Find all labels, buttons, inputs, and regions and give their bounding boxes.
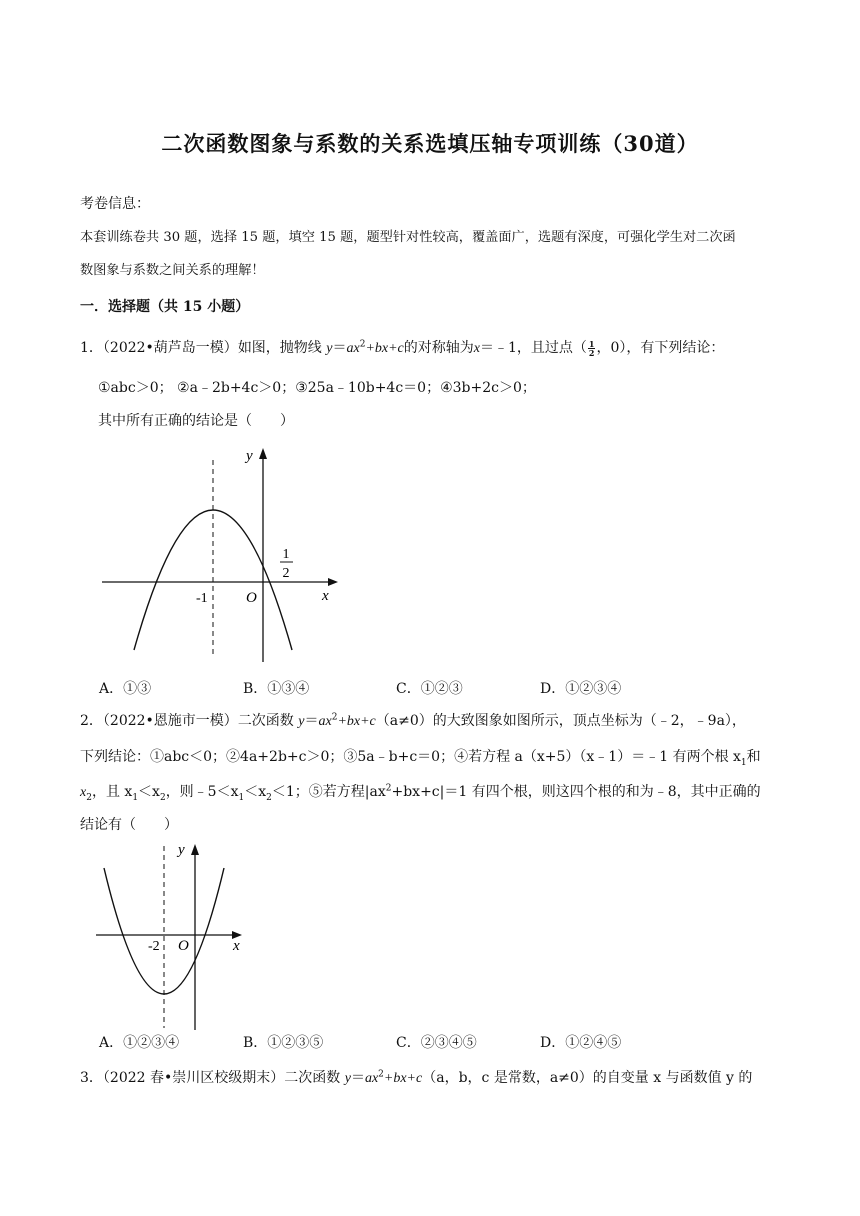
q2-option-b[interactable]: B．①②③⑤ bbox=[243, 1035, 324, 1051]
question-source: （2022 春•崇川区校级期末） bbox=[102, 1070, 285, 1086]
question-2-line-3: $x_2$，且 $x_1<x_2$，则$﹣5<x_1<x_2<1$；⑤若方程$|ax^2+bx+c|=1$ 有四个根，则这四个根的和为﹣8，其中正确的 bbox=[80, 783, 761, 803]
stem-text: ，且 x bbox=[91, 784, 133, 800]
half-num-label: 1 bbox=[282, 547, 290, 562]
y-axis-arrow bbox=[191, 844, 199, 855]
question-number: 3． bbox=[80, 1070, 103, 1086]
stem-text: （a，b，c 是常数，a≠0）的自变量 x 与函数值 y 的 bbox=[422, 1070, 753, 1086]
stem-text: （a≠0）的大致图象如图所示，顶点坐标为（﹣2，﹣9a）， bbox=[375, 713, 746, 729]
question-number: 2． bbox=[80, 713, 103, 729]
question-2-graph bbox=[92, 838, 252, 1034]
eq-sign: ＝ bbox=[304, 713, 319, 729]
q2-option-d[interactable]: D．①②④⑤ bbox=[540, 1035, 622, 1051]
eq-ax: ax bbox=[318, 714, 332, 729]
eq-y: y bbox=[344, 1071, 351, 1086]
q2-option-c[interactable]: C．②③④⑤ bbox=[396, 1035, 477, 1051]
section-heading: 一．选择题（共 15 小题） bbox=[80, 299, 250, 315]
neg-one-label: -1 bbox=[196, 591, 208, 606]
neg-two-label: -2 bbox=[148, 939, 160, 954]
frac-den: 2 bbox=[588, 347, 595, 358]
question-number: 1． bbox=[80, 340, 103, 356]
eq-sign: ＝ bbox=[350, 1070, 365, 1086]
question-source: （2022•葫芦岛一模） bbox=[102, 340, 238, 356]
stem-text: +bx+c|＝1 有四个根，则这四个根的和为﹣8，其中正确的 bbox=[391, 784, 761, 800]
stem-text: ＜x bbox=[244, 784, 267, 800]
info-line-1: 本套训练卷共 30 题，选择 15 题，填空 15 题，题型针对性较高，覆盖面广，选题有深度，可强化学生对二次函 bbox=[80, 230, 736, 245]
fraction-half bbox=[588, 340, 596, 357]
stem-var: x bbox=[473, 341, 480, 356]
q1-option-b[interactable]: B．①③④ bbox=[243, 681, 310, 697]
question-source: （2022•恩施市一模） bbox=[102, 713, 238, 729]
stem-text: ＜x bbox=[138, 784, 160, 800]
eq-ax: ax bbox=[364, 1071, 379, 1086]
eq-exponent: 2 bbox=[378, 1069, 384, 1080]
stem-text: 二次函数 bbox=[284, 1070, 341, 1086]
eq-y: y bbox=[326, 341, 333, 356]
x-label: x bbox=[233, 938, 240, 954]
eq-ax: ax bbox=[346, 341, 360, 356]
eq-sign: ＝ bbox=[332, 340, 347, 356]
question-1-graph bbox=[96, 440, 356, 668]
frac-num: 1 bbox=[588, 338, 595, 349]
question-2-line-1 bbox=[80, 711, 746, 732]
y-axis-arrow bbox=[259, 448, 267, 459]
question-2-line-4: 结论有（ ） bbox=[80, 817, 178, 833]
q1-option-a[interactable]: A．①③ bbox=[99, 681, 152, 697]
eq-exponent: 2 bbox=[331, 712, 338, 723]
eq-rest: +bx+c bbox=[337, 714, 376, 729]
q1-option-c[interactable]: C．①②③ bbox=[396, 681, 463, 697]
q1-option-d[interactable]: D．①②③④ bbox=[540, 681, 622, 697]
question-1-statements: ①abc＞0； ②a﹣2b+4c＞0；③25a﹣10b+4c＝0；④3b+2c＞0； bbox=[98, 380, 536, 396]
stem-text: ＜1；⑤若方程|ax bbox=[271, 784, 386, 800]
stem-text: ，0），有下列结论： bbox=[596, 340, 725, 356]
stem-text: 和 bbox=[746, 749, 761, 765]
info-line-2: 数图象与系数之间关系的理解！ bbox=[80, 263, 265, 278]
origin-label: O bbox=[178, 938, 189, 954]
stem-text: 的对称轴为 bbox=[403, 340, 474, 356]
y-label: y bbox=[178, 842, 185, 858]
half-den-label: 2 bbox=[282, 566, 290, 581]
q2-option-a[interactable]: A．①②③④ bbox=[99, 1035, 180, 1051]
stem-var: x bbox=[80, 785, 87, 800]
origin-label: O bbox=[246, 590, 257, 606]
stem-text: 如图，抛物线 bbox=[237, 340, 322, 356]
eq-y: y bbox=[298, 714, 305, 729]
question-2-line-2: 下列结论：①abc＜0；②4a+2b+c＞0；③5a﹣b+c＝0；④若方程 a（x+5）（x﹣1）＝﹣1 有两个根 $x_1$和 bbox=[80, 749, 761, 768]
eq-exponent: 2 bbox=[359, 339, 366, 350]
question-1-stem bbox=[80, 338, 724, 359]
y-label: y bbox=[246, 448, 253, 464]
stem-text: ，则﹣5＜x bbox=[165, 784, 239, 800]
question-3-stem bbox=[80, 1068, 752, 1089]
info-label: 考卷信息： bbox=[80, 196, 150, 212]
page-title: 二次函数图象与系数的关系选填压轴专项训练（30道） bbox=[161, 131, 699, 156]
eq-rest: +bx+c bbox=[365, 341, 404, 356]
x-axis-arrow bbox=[328, 578, 338, 586]
stem-text: ＝﹣1，且过点（ bbox=[479, 340, 587, 356]
stem-text: 二次函数 bbox=[237, 713, 294, 729]
eq-rest: +bx+c bbox=[383, 1071, 423, 1086]
stem-text: 下列结论：①abc＜0；②4a+2b+c＞0；③5a﹣b+c＝0；④若方程 a（x+5）（x﹣1）＝﹣1 有两个根 x bbox=[80, 749, 741, 765]
x-label: x bbox=[322, 588, 329, 604]
question-1-ask: 其中所有正确的结论是（ ） bbox=[98, 413, 294, 429]
